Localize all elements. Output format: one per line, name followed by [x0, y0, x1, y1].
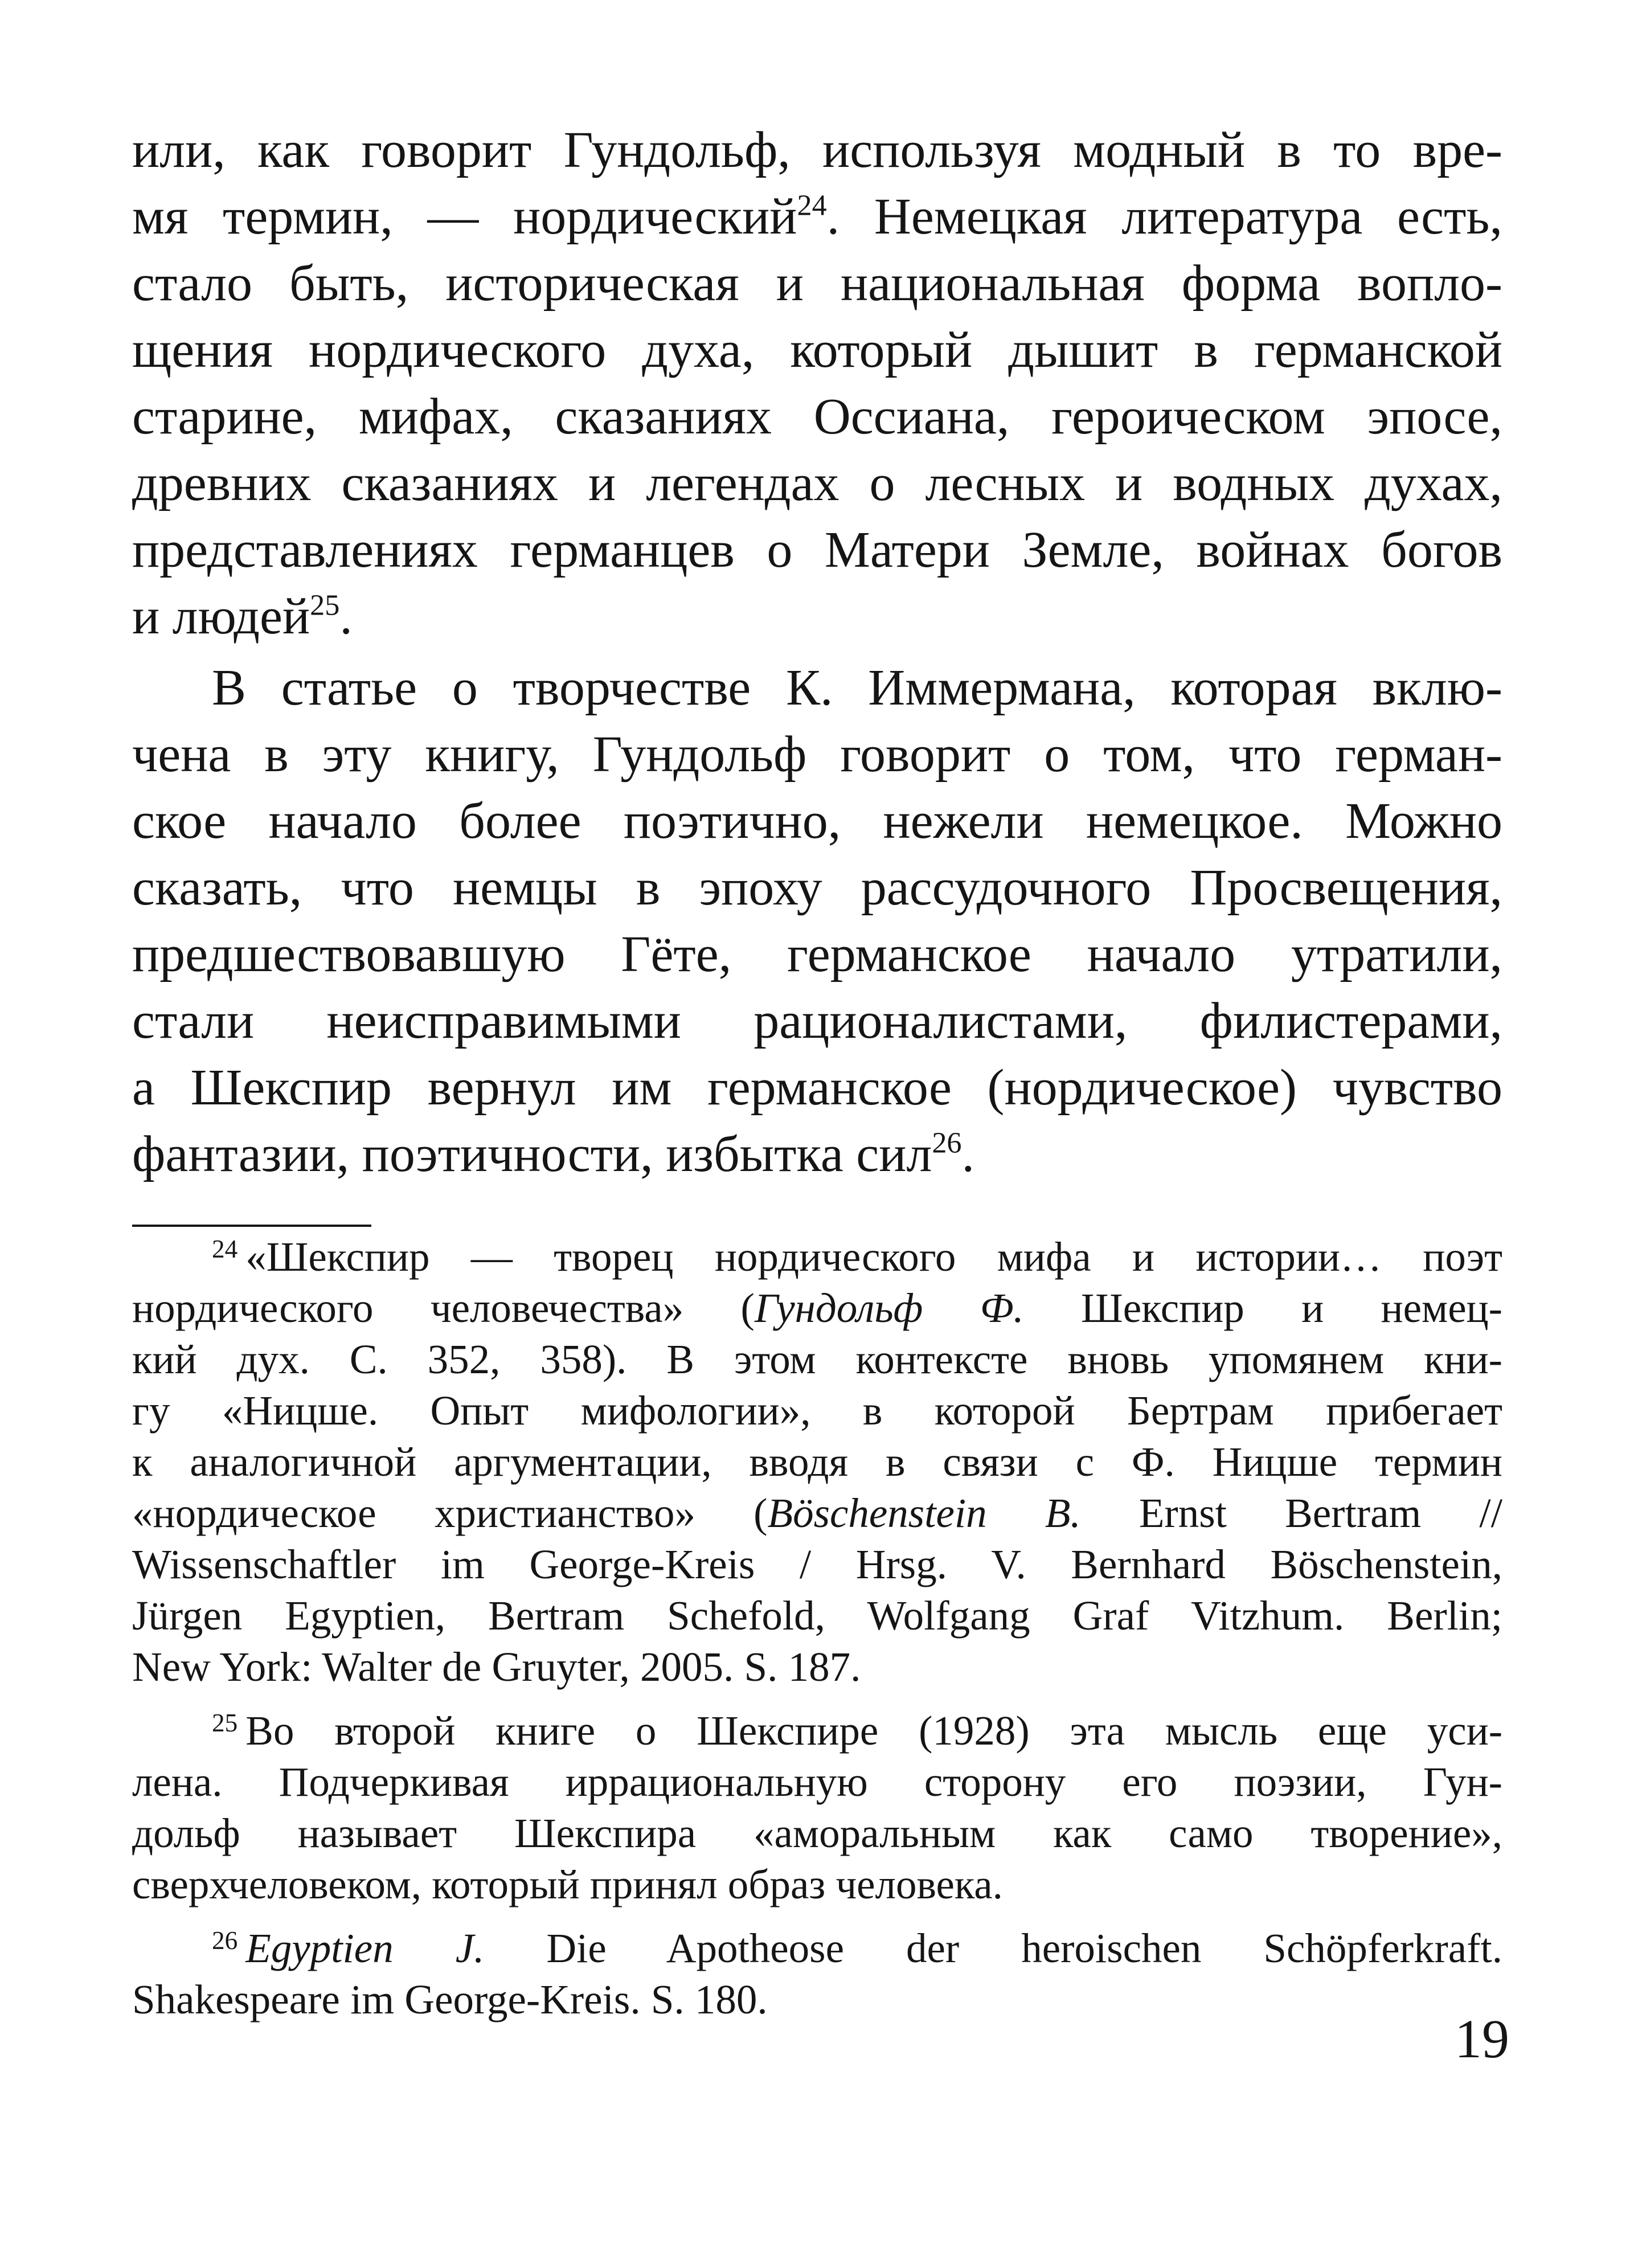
- paragraph-2: [132, 654, 1502, 1188]
- footnote-line: кий дух. С. 352, 358). В этом контексте вновь упомянем кни-: [132, 1336, 1502, 1382]
- text-line: фантазии, поэтичности, избытка сил$^{26}$.: [132, 1126, 975, 1182]
- footnote-reference[interactable]: 26: [932, 1126, 962, 1160]
- footnote-line: к аналогичной аргументации, вводя в связи с Ф. Ницше термин: [132, 1439, 1502, 1485]
- footnote-26: [132, 1923, 1502, 2025]
- footnote-line: «нордическое христианство» (Böschenstein B. Ernst Bertram //: [132, 1490, 1502, 1536]
- text-line: предшествовавшую Гёте, германское начало утратили,: [132, 926, 1502, 982]
- author-name: Гундольф Ф.: [754, 1285, 1024, 1331]
- footnote-separator: [132, 1225, 371, 1227]
- text-line: чена в эту книгу, Гундольф говорит о том, что герман-: [132, 726, 1502, 783]
- paragraph-1: [132, 117, 1502, 650]
- footnote-line: $^{25}$ Во второй книге о Шекспире (1928) эта мысль еще уси-: [212, 1708, 1502, 1754]
- footnote-reference[interactable]: 24: [797, 189, 827, 222]
- footnote-line: $^{24}$ «Шекспир — творец нордического мифа и истории… поэт: [212, 1234, 1502, 1280]
- footnote-line: сверхчеловеком, который принял образ человека.: [132, 1861, 1003, 1907]
- footnote-line: $^{26}$ Egyptien J. Die Apotheose der heroischen Schöpferkraft.: [212, 1925, 1502, 1971]
- text-line: представлениях германцев о Матери Земле, войнах богов: [132, 522, 1502, 578]
- footnote-line: Wissenschaftler im George-Kreis / Hrsg. V. Bernhard Böschenstein,: [132, 1541, 1502, 1587]
- text-line: а Шекспир вернул им германское (нордическое) чувство: [132, 1059, 1502, 1116]
- author-name: Böschenstein B.: [767, 1490, 1081, 1536]
- text-line: В статье о творчестве К. Иммермана, которая вклю-: [212, 660, 1502, 716]
- footnote-number: 24: [212, 1235, 238, 1264]
- footnote-line: Shakespeare im George-Kreis. S. 180.: [132, 1976, 768, 2023]
- text-line: щения нордического духа, который дышит в германской: [132, 322, 1502, 378]
- footnote-line: нордического человечества» (Гундольф Ф. Шекспир и немец-: [132, 1285, 1502, 1331]
- footnote-number: 26: [212, 1926, 238, 1955]
- author-name: Egyptien J.: [245, 1925, 485, 1971]
- footnote-number: 25: [212, 1709, 238, 1738]
- text-line: или, как говорит Гундольф, используя модный в то вре-: [132, 122, 1502, 178]
- text-line: старине, мифах, сказаниях Оссиана, героическом эпосе,: [132, 388, 1502, 445]
- footnote-25: [132, 1705, 1502, 1910]
- text-line: и людей$^{25}$.: [132, 588, 353, 645]
- text-line: стало быть, историческая и национальная форма вопло-: [132, 255, 1502, 312]
- footnote-line: лена. Подчеркивая иррациональную сторону его поэзии, Гун-: [132, 1759, 1502, 1805]
- footnotes: [132, 1231, 1502, 2025]
- main-text: [132, 117, 1502, 1188]
- footnote-line: New York: Walter de Gruyter, 2005. S. 187.: [132, 1644, 861, 1690]
- page-number: 19: [1455, 2008, 1509, 2069]
- text-line: сказать, что немцы в эпоху рассудочного Просвещения,: [132, 859, 1502, 916]
- footnote-line: гу «Ницше. Опыт мифологии», в которой Бертрам прибегает: [132, 1387, 1502, 1434]
- text-line: древних сказаниях и легендах о лесных и водных духах,: [132, 455, 1502, 511]
- text-line: мя термин, — нордический$^{24}$. Немецкая литература есть,: [132, 189, 1502, 245]
- footnote-line: дольф называет Шекспира «аморальным как само творение»,: [132, 1810, 1502, 1856]
- footnote-line: Jürgen Egyptien, Bertram Schefold, Wolfgang Graf Vitzhum. Berlin;: [132, 1592, 1502, 1639]
- footnote-24: [132, 1231, 1502, 1693]
- footnote-reference[interactable]: 25: [310, 588, 340, 622]
- text-line: ское начало более поэтично, нежели немецкое. Можно: [132, 793, 1502, 849]
- text-line: стали неисправимыми рационалистами, филистерами,: [132, 993, 1502, 1049]
